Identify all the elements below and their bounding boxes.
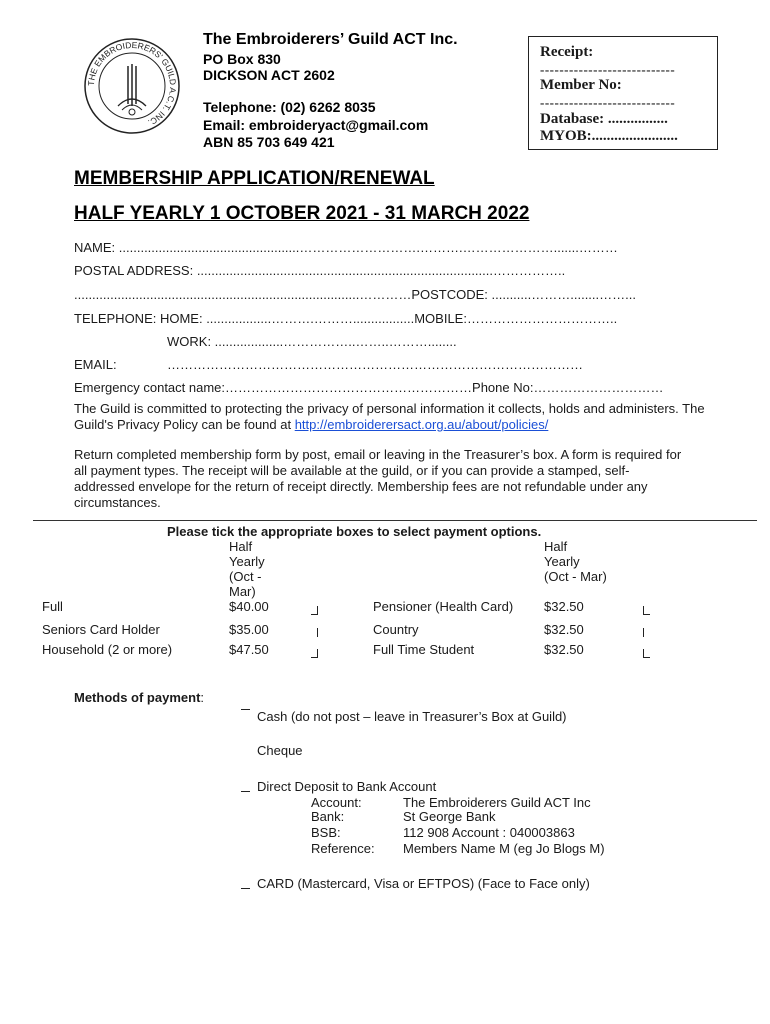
option-student-label: Full Time Student [373, 642, 475, 657]
member-no-divider: ---------------------------- [540, 95, 676, 110]
option-full-price: $40.00 [229, 599, 269, 614]
option-household-label: Household (2 or more) [42, 642, 173, 657]
privacy-policy-link[interactable]: http://embroiderersact.org.au/about/policies/ [294, 417, 549, 432]
membership-period: HALF YEARLY 1 OCTOBER 2021 - 31 MARCH 2022 [74, 203, 530, 224]
database-label: Database: ................ [540, 111, 668, 127]
option-student-price: $32.50 [544, 642, 584, 657]
option-country-label: Country [373, 622, 419, 637]
cheque-option: Cheque [257, 743, 303, 758]
methods-colon: : [200, 690, 205, 705]
privacy-text: The Guild is committed to protecting the privacy of personal information it collects, holds and administers. The Guild's Privacy Policy can be found at [74, 401, 705, 432]
methods-heading [74, 690, 204, 705]
right-header-line: Yearly [544, 554, 580, 569]
city-line: DICKSON ACT 2602 [203, 67, 335, 83]
payment-instruction: Please tick the appropriate boxes to select payment options. [167, 524, 542, 539]
student-checkbox[interactable] [643, 649, 650, 658]
receipt-label: Receipt: [540, 44, 594, 60]
account-value: The Embroiderers Guild ACT Inc [403, 795, 591, 810]
direct-deposit-option: Direct Deposit to Bank Account [257, 779, 437, 794]
option-seniors-label: Seniors Card Holder [42, 622, 160, 637]
cash-checkbox[interactable] [241, 709, 250, 710]
privacy-statement [74, 401, 734, 433]
receipt-divider: ---------------------------- [540, 62, 676, 77]
reference-value: Members Name M (eg Jo Blogs M) [403, 841, 605, 856]
card-option: CARD (Mastercard, Visa or EFTPOS) (Face to Face only) [257, 876, 590, 891]
option-full-label: Full [42, 599, 63, 614]
member-no-label: Member No: [540, 77, 622, 93]
option-household-price: $47.50 [229, 642, 269, 657]
emergency-contact-field[interactable]: Emergency contact name:…………………………………………………Phone No:………………………… [74, 380, 664, 395]
bank-value: St George Bank [403, 809, 496, 824]
bsb-label: BSB: [311, 825, 341, 840]
option-country-price: $32.50 [544, 622, 584, 637]
right-header-line: Half [544, 539, 568, 554]
return-instructions: Return completed membership form by post, email or leaving in the Treasurer’s box. A form is required for all payment types. The receipt will be available at the guild, or if you can provide a stamped, self-addressed envelope for the return of receipt directly. Membership fees are not refundable under any circumstances. [74, 447, 682, 510]
postcode-field[interactable]: ...............................................................................…………POSTCODE: ...........………........……... [74, 287, 636, 302]
left-header-line: Mar) [229, 584, 256, 599]
email-field[interactable]: …………………………………………………………………………………… [167, 357, 583, 372]
org-name: The Embroiderers’ Guild ACT Inc. [203, 31, 458, 48]
household-checkbox[interactable] [311, 649, 318, 658]
form-title: MEMBERSHIP APPLICATION/RENEWAL [74, 168, 435, 189]
logo-ring-text: THE EMBROIDERERS' GUILD A.C.T. INC. [85, 39, 179, 128]
section-divider [33, 520, 757, 521]
bank-label: Bank: [311, 809, 345, 824]
email-label: EMAIL: [74, 357, 117, 372]
right-price-header [544, 539, 607, 584]
myob-label: MYOB:....................... [540, 128, 678, 144]
left-header-line: (Oct - [229, 569, 262, 584]
left-header-line: Yearly [229, 554, 265, 569]
methods-label: Methods of payment [74, 690, 201, 705]
telephone-mobile-field[interactable]: TELEPHONE: HOME: ..................……….……….................MOBILE:…………………………….. [74, 311, 618, 326]
office-use-receipt-box [528, 36, 718, 150]
bsb-value: 112 908 Account : 040003863 [403, 825, 575, 840]
account-label: Account: [311, 795, 362, 810]
pensioner-checkbox[interactable] [643, 606, 650, 615]
org-abn: ABN 85 703 649 421 [203, 134, 335, 150]
work-phone-field[interactable]: WORK: ...................……………..……..………........ [167, 334, 457, 349]
guild-logo [82, 36, 182, 136]
postal-address-field[interactable]: POSTAL ADDRESS: ..................................................................................…………….. [74, 263, 566, 278]
cash-option: Cash (do not post – leave in Treasurer’s Box at Guild) [257, 709, 567, 724]
right-header-line: (Oct - Mar) [544, 569, 607, 584]
seniors-checkbox[interactable] [317, 628, 318, 637]
country-checkbox[interactable] [643, 628, 644, 637]
po-box: PO Box 830 [203, 51, 281, 67]
left-price-header [229, 539, 265, 599]
option-pensioner-label: Pensioner (Health Card) [373, 599, 514, 614]
left-header-line: Half [229, 539, 253, 554]
org-telephone: Telephone: (02) 6262 8035 [203, 99, 376, 115]
reference-label: Reference: [311, 841, 375, 856]
card-checkbox[interactable] [241, 888, 250, 889]
direct-deposit-checkbox[interactable] [241, 791, 250, 792]
option-pensioner-price: $32.50 [544, 599, 584, 614]
name-field[interactable]: NAME: ..................................................……………………….……….………………….......……… [74, 240, 618, 255]
option-seniors-price: $35.00 [229, 622, 269, 637]
full-checkbox[interactable] [311, 606, 318, 615]
org-email: Email: embroideryact@gmail.com [203, 117, 429, 133]
